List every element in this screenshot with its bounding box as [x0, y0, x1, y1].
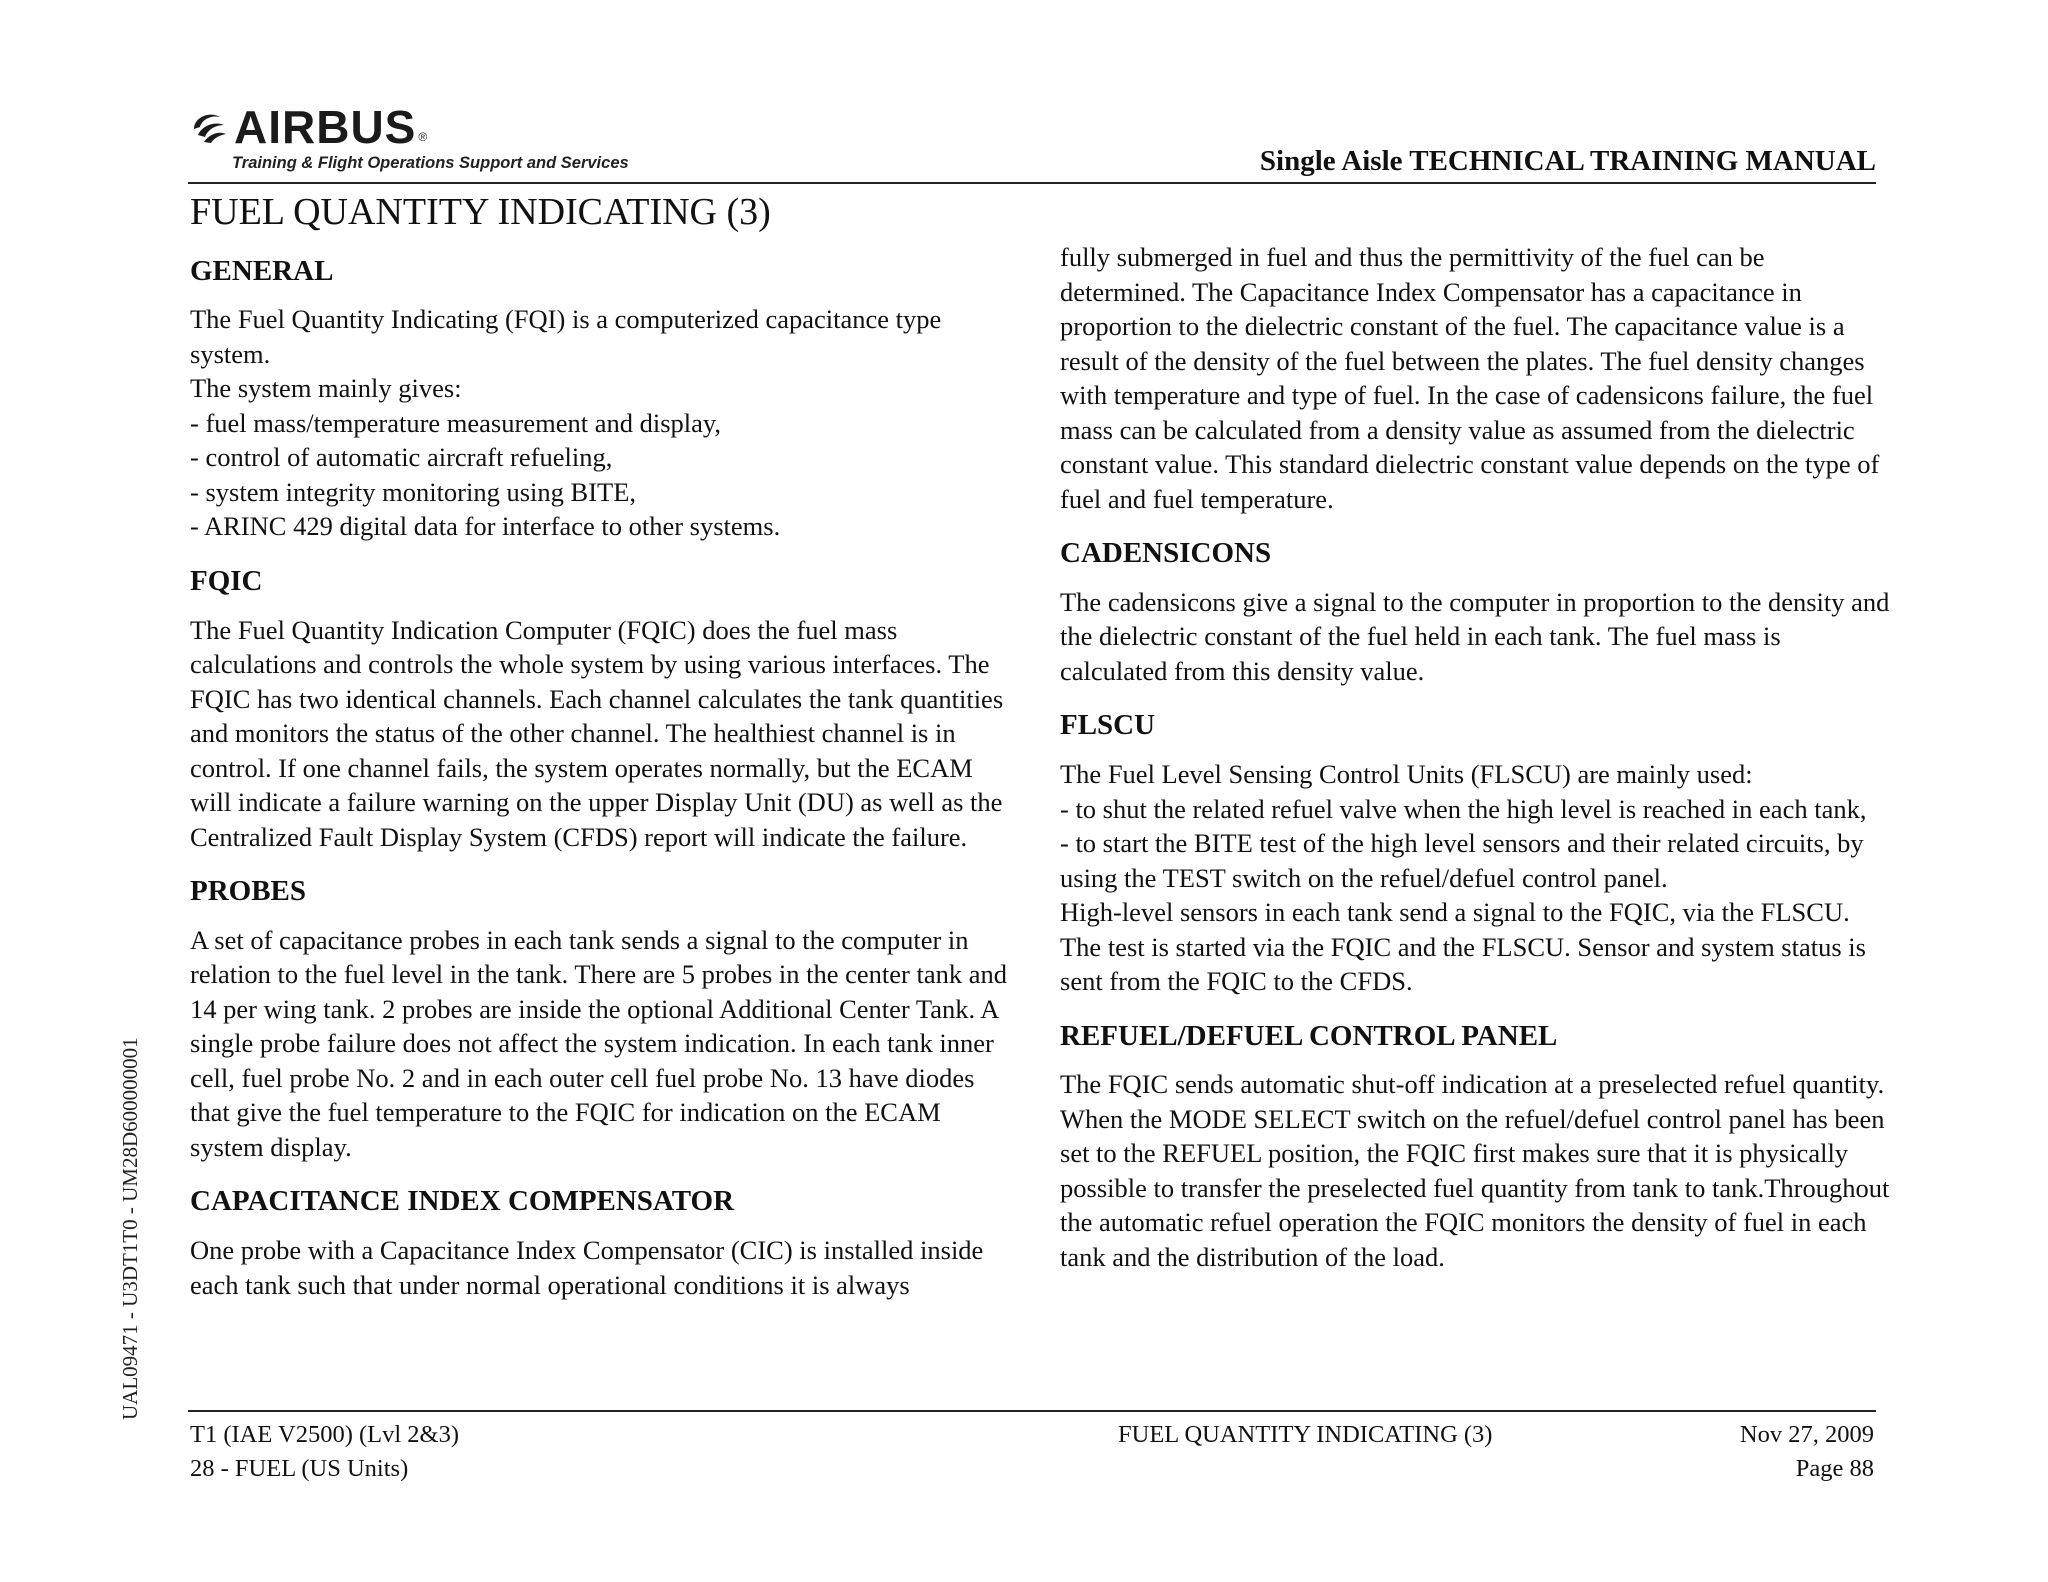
right-column: [1060, 240, 1890, 1294]
cic-paragraph: One probe with a Capacitance Index Compensator (CIC) is installed inside each tank such that under normal operational conditions it is always: [190, 1235, 984, 1300]
section-heading-general: GENERAL: [190, 254, 334, 287]
left-column: [190, 190, 1020, 1322]
general-line: - ARINC 429 digital data for interface to other systems.: [190, 511, 781, 542]
general-line: - system integrity monitoring using BITE,: [190, 476, 637, 507]
logo-wordmark: AIRBUS: [234, 101, 417, 153]
cadensicons-paragraph: The cadensicons give a signal to the computer in proportion to the density and the dielectric constant of the fuel held in each tank. The fuel mass is calculated from this density value.: [1060, 586, 1890, 686]
registered-mark: ®: [418, 130, 428, 144]
flscu-line: High-level sensors in each tank send a signal to the FQIC, via the FLSCU. The test is started via the FQIC and the FLSCU. Sensor and system status is sent from the FQIC to the CFDS.: [1060, 897, 1866, 997]
flscu-paragraph: [1060, 757, 1890, 999]
general-line: - control of automatic aircraft refueling,: [190, 442, 613, 473]
footer-left: [190, 1418, 459, 1486]
airbus-swirl-icon: [188, 107, 228, 147]
logo-tagline: Training & Flight Operations Support and Services: [232, 154, 629, 172]
page-title: FUEL QUANTITY INDICATING (3): [190, 191, 771, 233]
general-paragraph: [190, 302, 1020, 544]
flscu-line: The Fuel Level Sensing Control Units (FLSCU) are mainly used:: [1060, 759, 1753, 790]
section-heading-cic: CAPACITANCE INDEX COMPENSATOR: [190, 1185, 735, 1218]
airbus-logo: [188, 101, 629, 173]
footer-page-number: Page 88: [1795, 1455, 1874, 1482]
footer-date: Nov 27, 2009: [1739, 1421, 1874, 1448]
footer-aircraft-config: T1 (IAE V2500) (Lvl 2&3): [190, 1421, 459, 1448]
section-heading-fqic: FQIC: [190, 564, 263, 597]
page-footer: [188, 1410, 1876, 1482]
general-line: The Fuel Quantity Indicating (FQI) is a computerized capacitance type system.: [190, 304, 942, 369]
footer-right: [1740, 1418, 1874, 1486]
section-heading-cadensicons: CADENSICONS: [1060, 537, 1272, 569]
refuel-panel-paragraph: The FQIC sends automatic shut-off indication at a preselected refuel quantity. When the MODE SELECT switch on the refuel/defuel control panel has been set to the REFUEL position, the FQIC first makes sure that it is physically possible to transfer the preselected fuel quantity from tank to tank.Throughout the automatic refuel operation the FQIC monitors the density of fuel in each tank and the distribution of the load.: [1060, 1069, 1890, 1272]
footer-section-title: FUEL QUANTITY INDICATING (3): [1118, 1421, 1493, 1448]
manual-title: Single Aisle TECHNICAL TRAINING MANUAL: [1259, 145, 1876, 177]
flscu-line: - to shut the related refuel valve when the high level is reached in each tank,: [1060, 793, 1867, 824]
cic-continued-paragraph: fully submerged in fuel and thus the permittivity of the fuel can be determined. The Capacitance Index Compensator has a capacitance in proportion to the dielectric constant of the fuel. The capacitance value is a result of the density of the fuel between the plates. The fuel density changes with temperature and type of fuel. In the case of cadensicons failure, the fuel mass can be calculated from a density value as assumed from the dielectric constant value. This standard dielectric constant value depends on the type of fuel and fuel temperature.: [1060, 242, 1880, 514]
section-heading-flscu: FLSCU: [1060, 709, 1156, 742]
general-line: - fuel mass/temperature measurement and display,: [190, 407, 722, 438]
document-reference-code: UAL09471 - U3DT1T0 - UM28D600000001: [118, 1037, 142, 1420]
page-header: [188, 100, 1876, 184]
flscu-line: - to start the BITE test of the high level sensors and their related circuits, by using the TEST switch on the refuel/defuel control panel.: [1060, 828, 1864, 893]
section-heading-refuel-panel: REFUEL/DEFUEL CONTROL PANEL: [1060, 1019, 1558, 1052]
general-line: The system mainly gives:: [190, 373, 462, 404]
footer-chapter: 28 - FUEL (US Units): [190, 1455, 409, 1482]
section-heading-probes: PROBES: [190, 875, 307, 908]
fqic-paragraph: The Fuel Quantity Indication Computer (FQIC) does the fuel mass calculations and controls the whole system by using various interfaces. The FQIC has two identical channels. Each channel calculates the tank quantities and monitors the status of the other channel. The healthiest channel is in control. If one channel fails, the system operates normally, but the ECAM will indicate a failure warning on the upper Display Unit (DU) as well as the Centralized Fault Display System (CFDS) report will indicate the failure.: [190, 614, 1004, 852]
probes-paragraph: A set of capacitance probes in each tank sends a signal to the computer in relation to the fuel level in the tank. There are 5 probes in the center tank and 14 per wing tank. 2 probes are inside the optional Additional Center Tank. A single probe failure does not affect the system indication. In each tank inner cell, fuel probe No. 2 and in each outer cell fuel probe No. 13 have diodes that give the fuel temperature to the FQIC for indication on the ECAM system display.: [190, 924, 1008, 1162]
